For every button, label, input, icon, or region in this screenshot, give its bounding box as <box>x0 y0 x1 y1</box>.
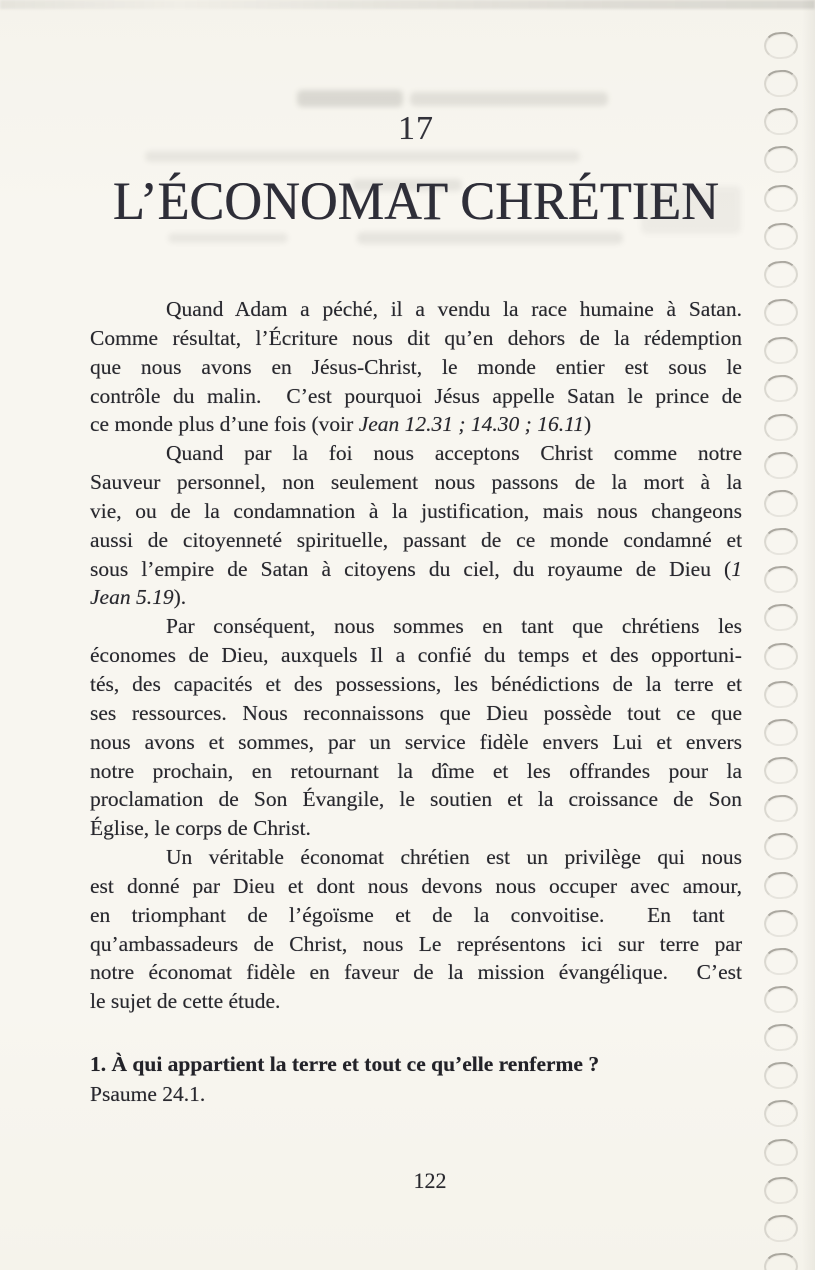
text-line-content <box>90 930 742 959</box>
text-line <box>90 526 742 555</box>
text-line-content <box>166 439 742 468</box>
chapter-number: 17 <box>398 110 434 147</box>
binding-hole-impression <box>763 69 798 98</box>
text-line <box>90 958 742 987</box>
binding-hole-impression <box>763 146 798 175</box>
binding-hole-impression <box>763 947 798 976</box>
text-line <box>90 843 742 872</box>
text-run: contrôle du malin. C’est pourquoi Jésus appelle Satan le prince de <box>90 383 742 408</box>
binding-hole-impression <box>763 565 798 594</box>
text-run: Comme résultat, l’Écriture nous dit qu’en dehors de la rédemption <box>90 325 742 350</box>
binding-hole-impression <box>763 718 798 747</box>
chapter-title-text: L’ÉCONOMAT CHRÉTIEN <box>112 171 719 231</box>
text-line <box>90 930 742 959</box>
chapter-title <box>45 171 787 231</box>
binding-hole-impression <box>763 298 798 327</box>
text-run: Sauveur personnel, non seulement nous passons de la mort à la <box>90 470 742 495</box>
text-line-content <box>90 785 742 814</box>
text-run: ) <box>584 412 592 437</box>
text-run: sous l’empire de Satan à citoyens du ciel, du royaume de Dieu ( <box>90 556 732 581</box>
text-line <box>90 670 742 699</box>
binding-hole-impression <box>763 451 798 480</box>
text-line-content <box>90 526 742 555</box>
text-line-content <box>90 641 742 670</box>
binding-hole-impression <box>763 1061 798 1090</box>
scripture-ref-italic: 1 <box>731 556 742 581</box>
text-line-content <box>90 583 186 612</box>
text-line-content <box>90 757 742 786</box>
text-line-content <box>90 872 742 901</box>
text-run: proclamation de Son Évangile, le soutien et la croissance de Son <box>90 787 742 812</box>
bleed-through-artifact <box>145 151 580 162</box>
text-run: en triomphant de l’égoïsme et de la convoitise. En tant <box>90 902 725 927</box>
text-run: qu’ambassadeurs de Christ, nous Le représentons ici sur terre par <box>90 931 743 956</box>
binding-hole-impression <box>763 680 798 709</box>
text-line <box>90 757 742 786</box>
scan-top-edge-shadow <box>0 0 815 9</box>
text-line <box>90 785 742 814</box>
binding-hole-impression <box>763 489 798 518</box>
text-line-content <box>90 555 742 584</box>
text-line <box>90 295 742 324</box>
binding-hole-impression <box>763 260 798 289</box>
text-line-content <box>90 468 742 497</box>
text-line <box>90 410 742 439</box>
text-line <box>90 353 742 382</box>
binding-hole-impression <box>763 604 798 633</box>
body-text <box>90 295 742 1016</box>
text-line <box>90 555 742 584</box>
text-run: Quand Adam a péché, il a vendu la race humaine à Satan. <box>166 297 742 321</box>
text-line <box>90 728 742 757</box>
bleed-through-artifact <box>410 92 608 106</box>
binding-hole-impression <box>763 1023 798 1052</box>
binding-hole-impression <box>763 909 798 938</box>
scripture-ref-italic: Jean 12.31 ; 14.30 ; 16.11 <box>358 412 584 437</box>
text-line <box>90 324 742 353</box>
text-run: tés, des capacités et des possessions, les bénédictions de la terre et <box>90 671 743 696</box>
binding-hole-impression <box>763 871 798 900</box>
text-line <box>90 612 742 641</box>
text-line-content <box>90 497 742 526</box>
text-run: notre économat fidèle en faveur de la mission évangélique. C’est <box>90 960 742 985</box>
study-question-block <box>90 1049 742 1109</box>
text-line <box>90 699 742 728</box>
binding-hole-impression <box>763 413 798 442</box>
text-line-content <box>166 843 742 872</box>
text-line <box>90 872 742 901</box>
binding-hole-impression <box>763 832 798 861</box>
binding-hole-impression <box>763 31 798 60</box>
text-line-content <box>90 670 742 699</box>
text-line <box>90 641 742 670</box>
text-line-content <box>166 295 742 324</box>
binding-hole-impression <box>763 1214 798 1243</box>
binding-hole-impression <box>763 1100 798 1129</box>
text-run: Par conséquent, nous sommes en tant que chrétiens les <box>166 614 742 639</box>
text-run: vie, ou de la condamnation à la justification, mais nous changeons <box>90 498 743 523</box>
text-line <box>90 814 742 843</box>
binding-hole-impression <box>763 375 798 404</box>
binding-hole-impression <box>763 1252 798 1270</box>
text-run: que nous avons en Jésus-Christ, le monde entier est sous le <box>90 354 742 379</box>
binding-hole-impression <box>763 985 798 1014</box>
text-run: économes de Dieu, auxquels Il a confié du temps et des opportuni- <box>90 643 742 668</box>
question-heading-text: 1. À qui appartient la terre et tout ce qu’elle renferme ? <box>90 1052 600 1076</box>
text-line <box>90 382 742 411</box>
text-line <box>90 583 742 612</box>
text-line <box>90 439 742 468</box>
text-run: ce monde plus d’une fois (voir <box>90 412 359 437</box>
text-line-content <box>90 410 591 439</box>
bleed-through-artifact <box>297 90 403 107</box>
binding-hole-impression <box>763 1176 798 1205</box>
text-line <box>90 901 742 930</box>
text-line-content <box>90 814 311 843</box>
text-run: Quand par la foi nous acceptons Christ comme notre <box>166 441 743 466</box>
text-run: nous avons et sommes, par un service fidèle envers Lui et envers <box>90 729 743 754</box>
text-line-content <box>166 612 742 641</box>
text-line-content <box>90 382 742 411</box>
scripture-reference-text: Psaume 24.1. <box>90 1082 206 1106</box>
bleed-through-artifact <box>357 232 623 244</box>
bleed-through-artifact <box>168 233 288 243</box>
text-line-content <box>90 699 742 728</box>
scripture-reference <box>90 1079 742 1109</box>
scripture-ref-italic: Jean 5.19 <box>90 585 174 610</box>
text-line-content <box>90 987 280 1016</box>
text-run: ). <box>173 585 187 610</box>
text-line <box>90 468 742 497</box>
binding-hole-impression <box>763 336 798 365</box>
text-line <box>90 497 742 526</box>
binding-hole-impression <box>763 107 798 136</box>
text-run: Un véritable économat chrétien est un privilège qui nous <box>166 845 742 870</box>
text-run: Église, le corps de Christ. <box>90 816 311 841</box>
page-number: 122 <box>413 1168 447 1193</box>
text-run: notre prochain, en retournant la dîme et les offrandes pour la <box>90 758 742 783</box>
text-line-content <box>90 901 725 930</box>
text-line-content <box>90 728 742 757</box>
text-run: aussi de citoyenneté spirituelle, passant de ce monde condamné et <box>90 527 743 552</box>
binding-hole-impression <box>763 527 798 556</box>
binding-hole-impression <box>763 1138 798 1167</box>
binding-hole-impression <box>763 794 798 823</box>
text-line <box>90 987 742 1016</box>
text-line-content <box>90 353 742 382</box>
text-line-content <box>90 958 742 987</box>
text-run: le sujet de cette étude. <box>90 989 281 1014</box>
text-run: ses ressources. Nous reconnaissons que Dieu possède tout ce que <box>90 700 743 725</box>
question-heading <box>90 1049 742 1079</box>
text-line-content <box>90 324 742 353</box>
text-run: est donné par Dieu et dont nous devons nous occuper avec amour, <box>90 873 743 898</box>
binding-hole-impression <box>763 756 798 785</box>
binding-hole-impression <box>763 642 798 671</box>
scan-right-edge-shadow <box>802 0 815 1270</box>
